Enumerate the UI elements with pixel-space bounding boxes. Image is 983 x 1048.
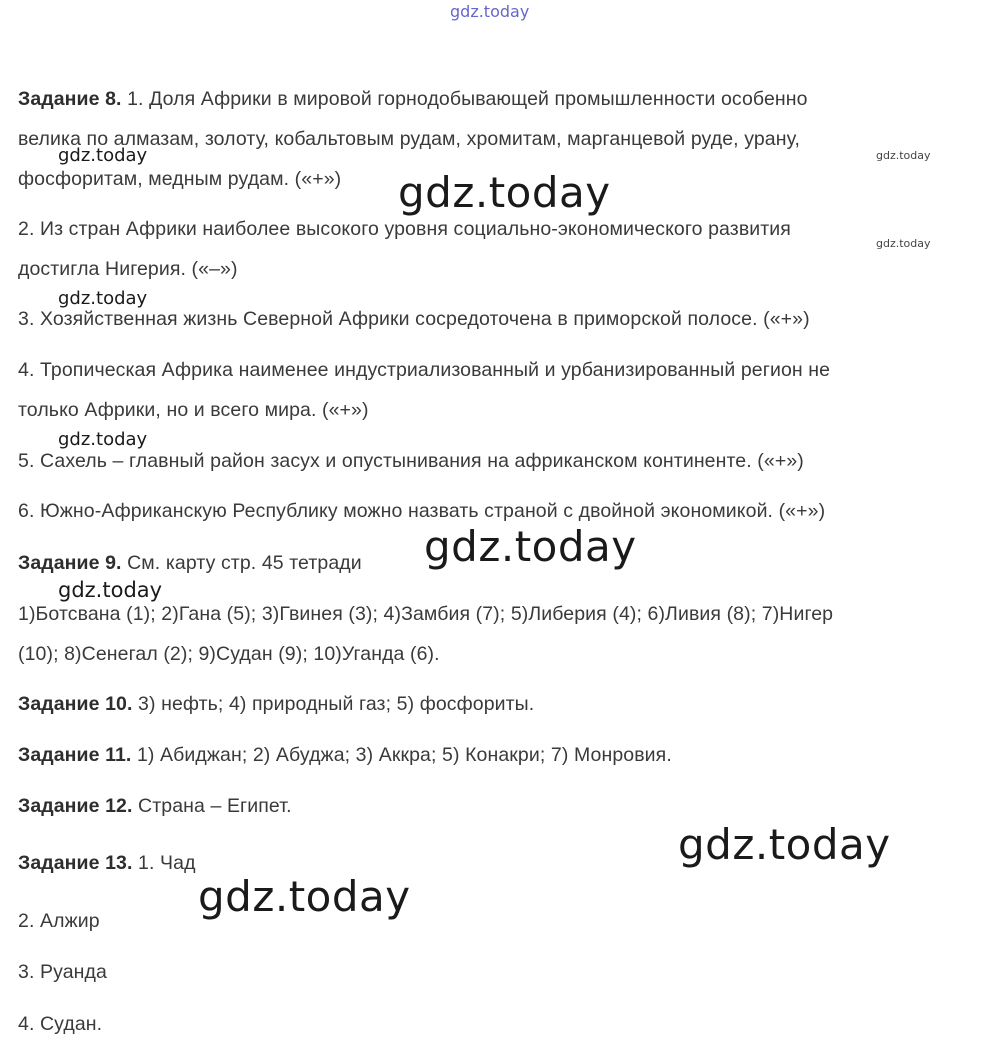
task-9-line: Задание 9. См. карту стр. 45 тетради: [18, 552, 362, 574]
task-10-label: Задание 10.: [18, 693, 133, 715]
task-13-item-3: 3. Руанда: [18, 961, 107, 983]
task-8-line-2: велика по алмазам, золоту, кобальтовым рудам, хромитам, марганцевой руде, урану,: [18, 128, 801, 150]
task-12-label: Задание 12.: [18, 795, 133, 817]
task-8-line-1: Задание 8. 1. Доля Африки в мировой горнодобывающей промышленности особенно: [18, 88, 808, 110]
watermark: gdz.today: [58, 429, 148, 450]
watermark: gdz.today: [198, 872, 411, 921]
task-8-item-6: 6. Южно-Африканскую Республику можно назвать страной с двойной экономикой. («+»): [18, 500, 826, 522]
task-8-item-5: 5. Сахель – главный район засух и опустынивания на африканском континенте. («+»): [18, 450, 804, 472]
task-9-answer-line-2: (10); 8)Сенегал (2); 9)Судан (9); 10)Уганда (6).: [18, 643, 440, 665]
watermark: gdz.today: [58, 145, 148, 166]
task-8-label: Задание 8.: [18, 88, 122, 110]
task-8-item-4-line-1: 4. Тропическая Африка наименее индустриализованный и урбанизированный регион не: [18, 359, 831, 381]
task-8-line-3: фосфоритам, медным рудам. («+»): [18, 168, 342, 190]
task-13-item-4: 4. Судан.: [18, 1013, 103, 1035]
watermark-top: gdz.today: [450, 2, 530, 21]
task-8-item-2-line-2: достигла Нигерия. («–»): [18, 258, 238, 280]
task-10-line: Задание 10. 3) нефть; 4) природный газ; 5) фосфориты.: [18, 693, 535, 715]
task-9-answer-line-1: 1)Ботсвана (1); 2)Гана (5); 3)Гвинея (3); 4)Замбия (7); 5)Либерия (4); 6)Ливия (8); 7)Нигер: [18, 603, 834, 625]
watermark: gdz.today: [424, 522, 637, 571]
watermark: gdz.today: [678, 820, 891, 869]
watermark: gdz.today: [876, 237, 931, 250]
task-13-line: Задание 13. 1. Чад: [18, 852, 196, 874]
task-9-label: Задание 9.: [18, 552, 122, 574]
watermark: gdz.today: [58, 578, 163, 602]
task-13-item-2: 2. Алжир: [18, 910, 100, 932]
watermark: gdz.today: [58, 288, 148, 309]
task-11-line: Задание 11. 1) Абиджан; 2) Абуджа; 3) Аккра; 5) Конакри; 7) Монровия.: [18, 744, 672, 766]
task-13-label: Задание 13.: [18, 852, 133, 874]
task-12-line: Задание 12. Страна – Египет.: [18, 795, 292, 817]
watermark: gdz.today: [398, 168, 611, 217]
task-8-item-4-line-2: только Африки, но и всего мира. («+»): [18, 399, 369, 421]
task-8-item-2-line-1: 2. Из стран Африки наиболее высокого уровня социально-экономического развития: [18, 218, 791, 240]
task-11-label: Задание 11.: [18, 744, 132, 766]
watermark: gdz.today: [876, 149, 931, 162]
task-8-item-3: 3. Хозяйственная жизнь Северной Африки сосредоточена в приморской полосе. («+»): [18, 308, 810, 330]
